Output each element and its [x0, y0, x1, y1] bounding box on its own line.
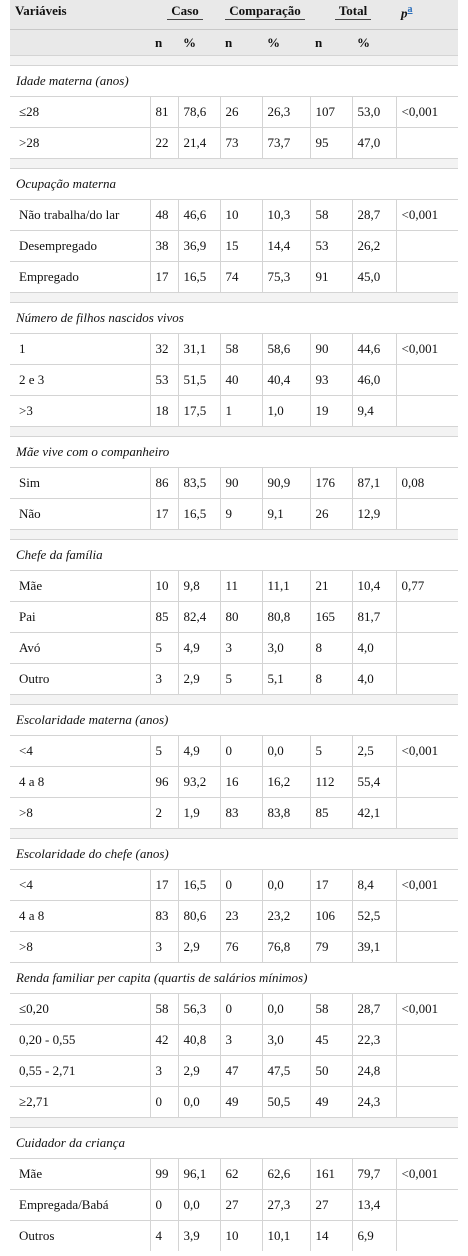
table-cell: 10	[220, 200, 262, 231]
table-cell: 8	[310, 664, 352, 695]
table-row	[10, 396, 458, 427]
table-cell: 106	[310, 901, 352, 932]
table-cell: 16,2	[262, 767, 310, 798]
table-cell: 18	[150, 396, 178, 427]
table-row	[10, 1025, 458, 1056]
table-row	[10, 1190, 458, 1221]
table-cell: 78,6	[178, 97, 220, 128]
table-cell: 11,1	[262, 571, 310, 602]
table-cell	[396, 901, 458, 932]
table-cell: 2,9	[178, 664, 220, 695]
table-cell: 16,5	[178, 499, 220, 530]
section-title: Idade materna (anos)	[10, 66, 458, 97]
row-label: >28	[10, 128, 150, 159]
row-label: Mãe	[10, 1159, 150, 1190]
table-cell: 32	[150, 334, 178, 365]
table-row	[10, 633, 458, 664]
section-title: Número de filhos nascidos vivos	[10, 303, 458, 334]
table-cell: 76	[220, 932, 262, 963]
table-cell: 4,0	[352, 664, 396, 695]
table-cell: 96	[150, 767, 178, 798]
table-cell: 24,8	[352, 1056, 396, 1087]
table-cell: 90	[220, 468, 262, 499]
table-cell	[396, 1221, 458, 1252]
table-cell: 8	[310, 633, 352, 664]
table-cell: 9,4	[352, 396, 396, 427]
section-title-row	[10, 963, 458, 994]
table-row	[10, 231, 458, 262]
table-cell: 3,0	[262, 633, 310, 664]
table-cell	[396, 128, 458, 159]
header-blank	[10, 30, 150, 56]
table-cell: 74	[220, 262, 262, 293]
table-cell: 36,9	[178, 231, 220, 262]
table-cell: 3	[220, 1025, 262, 1056]
table-cell: 23	[220, 901, 262, 932]
table-cell: 0,0	[178, 1087, 220, 1118]
row-label: <4	[10, 736, 150, 767]
table-cell: 58	[220, 334, 262, 365]
table-row	[10, 1221, 458, 1252]
section-title: Ocupação materna	[10, 169, 458, 200]
section-title-row	[10, 169, 458, 200]
table-cell: 95	[310, 128, 352, 159]
table-cell: 0	[150, 1087, 178, 1118]
table-cell: 0	[150, 1190, 178, 1221]
table-cell: 47	[220, 1056, 262, 1087]
header-p: $p^a$	[396, 0, 458, 30]
table-header	[10, 0, 458, 56]
table-cell: 3	[150, 664, 178, 695]
table-cell: 31,1	[178, 334, 220, 365]
table-cell: 81,7	[352, 602, 396, 633]
row-label: 2 e 3	[10, 365, 150, 396]
table-cell: 3,9	[178, 1221, 220, 1252]
row-label: Mãe	[10, 571, 150, 602]
table-cell: 73,7	[262, 128, 310, 159]
table-cell	[396, 664, 458, 695]
header-variaveis: Variáveis	[10, 0, 150, 30]
table-body	[10, 56, 458, 1252]
section-separator	[10, 1118, 458, 1128]
table-cell: 28,7	[352, 200, 396, 231]
table-cell: 26,2	[352, 231, 396, 262]
data-table	[10, 0, 458, 1251]
table-cell: 39,1	[352, 932, 396, 963]
section-title: Mãe vive com o companheiro	[10, 437, 458, 468]
table-cell: 99	[150, 1159, 178, 1190]
section-title-row	[10, 540, 458, 571]
table-cell: 26	[310, 499, 352, 530]
table-row	[10, 932, 458, 963]
row-label: >3	[10, 396, 150, 427]
table-cell	[396, 798, 458, 829]
row-label: Empregada/Babá	[10, 1190, 150, 1221]
table-row	[10, 602, 458, 633]
table-cell: 50,5	[262, 1087, 310, 1118]
row-label: ≥2,71	[10, 1087, 150, 1118]
section-title: Cuidador da criança	[10, 1128, 458, 1159]
table-cell: 0,77	[396, 571, 458, 602]
table-cell	[396, 1190, 458, 1221]
table-cell: 80,6	[178, 901, 220, 932]
table-cell: 79,7	[352, 1159, 396, 1190]
row-label: Desempregado	[10, 231, 150, 262]
table-cell: 40,8	[178, 1025, 220, 1056]
table-cell	[396, 365, 458, 396]
row-label: ≤28	[10, 97, 150, 128]
table-cell: 0,0	[262, 994, 310, 1025]
row-label: Outro	[10, 664, 150, 695]
row-label: <4	[10, 870, 150, 901]
table-cell: 12,9	[352, 499, 396, 530]
table-cell: 16,5	[178, 870, 220, 901]
header-caso-pct: %	[178, 30, 220, 56]
table-cell: 83,5	[178, 468, 220, 499]
table-cell: 58	[150, 994, 178, 1025]
table-cell: 80	[220, 602, 262, 633]
table-cell: 9,8	[178, 571, 220, 602]
table-row	[10, 200, 458, 231]
table-row	[10, 571, 458, 602]
row-label: >8	[10, 798, 150, 829]
section-title-row	[10, 303, 458, 334]
section-separator	[10, 56, 458, 66]
table-cell: 17	[310, 870, 352, 901]
table-cell: 23,2	[262, 901, 310, 932]
table-cell	[396, 1087, 458, 1118]
table-cell	[396, 1025, 458, 1056]
table-cell: 3	[220, 633, 262, 664]
table-row	[10, 901, 458, 932]
table-cell: <0,001	[396, 97, 458, 128]
section-title-row	[10, 1128, 458, 1159]
table-cell	[396, 262, 458, 293]
table-cell: 165	[310, 602, 352, 633]
table-cell: 42,1	[352, 798, 396, 829]
section-separator	[10, 695, 458, 705]
table-cell: 52,5	[352, 901, 396, 932]
table-cell: 6,9	[352, 1221, 396, 1252]
table-row	[10, 994, 458, 1025]
table-cell: 83	[220, 798, 262, 829]
table-cell: 2,9	[178, 1056, 220, 1087]
table-row	[10, 97, 458, 128]
table-row	[10, 798, 458, 829]
table-cell: 47,0	[352, 128, 396, 159]
row-label: ≤0,20	[10, 994, 150, 1025]
table-cell: 58	[310, 994, 352, 1025]
section-title: Escolaridade materna (anos)	[10, 705, 458, 736]
table-cell: 14,4	[262, 231, 310, 262]
section-separator	[10, 293, 458, 303]
table-row	[10, 1159, 458, 1190]
header-p-blank	[396, 30, 458, 56]
table-row	[10, 365, 458, 396]
table-cell: 5	[150, 736, 178, 767]
table-cell: <0,001	[396, 994, 458, 1025]
table-cell: 0,0	[262, 870, 310, 901]
table-cell: 22,3	[352, 1025, 396, 1056]
row-label: 4 a 8	[10, 767, 150, 798]
table-cell: 58,6	[262, 334, 310, 365]
header-comparacao-n: n	[220, 30, 262, 56]
header-total-n: n	[310, 30, 352, 56]
section-separator	[10, 427, 458, 437]
table-cell: 21,4	[178, 128, 220, 159]
table-cell: 58	[310, 200, 352, 231]
table-cell: 40,4	[262, 365, 310, 396]
section-title: Chefe da família	[10, 540, 458, 571]
table-cell: 161	[310, 1159, 352, 1190]
section-separator	[10, 159, 458, 169]
table-cell: 10,4	[352, 571, 396, 602]
table-cell: 76,8	[262, 932, 310, 963]
section-separator	[10, 829, 458, 839]
table-cell: 46,0	[352, 365, 396, 396]
table-cell: 79	[310, 932, 352, 963]
table-cell: 11	[220, 571, 262, 602]
table-cell: 10	[150, 571, 178, 602]
table-cell: 55,4	[352, 767, 396, 798]
table-cell: 91	[310, 262, 352, 293]
table-cell	[396, 499, 458, 530]
table-row	[10, 499, 458, 530]
table-cell: 5	[150, 633, 178, 664]
table-cell: 28,7	[352, 994, 396, 1025]
table-cell: 85	[150, 602, 178, 633]
table-cell: 19	[310, 396, 352, 427]
table-cell: 17	[150, 262, 178, 293]
table-cell: 73	[220, 128, 262, 159]
table-cell: 10	[220, 1221, 262, 1252]
table-cell: <0,001	[396, 334, 458, 365]
table-cell: 53,0	[352, 97, 396, 128]
section-title-row	[10, 66, 458, 97]
table-cell: 4,9	[178, 736, 220, 767]
table-cell: 14	[310, 1221, 352, 1252]
header-caso-n: n	[150, 30, 178, 56]
table-cell: 5	[310, 736, 352, 767]
table-cell: 5	[220, 664, 262, 695]
table-cell: 4	[150, 1221, 178, 1252]
table-cell: 62	[220, 1159, 262, 1190]
table-cell: 90	[310, 334, 352, 365]
table-row	[10, 1056, 458, 1087]
table-row	[10, 664, 458, 695]
table-cell: 27	[310, 1190, 352, 1221]
table-row	[10, 128, 458, 159]
table-cell: 0	[220, 870, 262, 901]
table-cell: 96,1	[178, 1159, 220, 1190]
table-cell: 0	[220, 736, 262, 767]
table-cell: 17	[150, 499, 178, 530]
table-cell: 62,6	[262, 1159, 310, 1190]
table-cell: 56,3	[178, 994, 220, 1025]
header-total: Total	[310, 0, 396, 30]
table-cell: 2	[150, 798, 178, 829]
table-cell: 83,8	[262, 798, 310, 829]
table-cell: 1	[220, 396, 262, 427]
table-cell: 0,0	[262, 736, 310, 767]
table-cell: 38	[150, 231, 178, 262]
table-cell	[396, 767, 458, 798]
table-cell: 3	[150, 932, 178, 963]
table-cell	[396, 1056, 458, 1087]
table-cell: 9,1	[262, 499, 310, 530]
section-title-row	[10, 705, 458, 736]
table-cell: 42	[150, 1025, 178, 1056]
row-label: Sim	[10, 468, 150, 499]
row-label: 1	[10, 334, 150, 365]
table-cell: 49	[310, 1087, 352, 1118]
section-title-row	[10, 437, 458, 468]
table-cell: 3,0	[262, 1025, 310, 1056]
table-cell: 75,3	[262, 262, 310, 293]
table-cell: 24,3	[352, 1087, 396, 1118]
row-label: 0,55 - 2,71	[10, 1056, 150, 1087]
table-cell: 0	[220, 994, 262, 1025]
table-cell: 51,5	[178, 365, 220, 396]
table-cell	[396, 602, 458, 633]
table-cell: 4,9	[178, 633, 220, 664]
table-cell: 26	[220, 97, 262, 128]
table-cell: 27	[220, 1190, 262, 1221]
header-caso: Caso	[150, 0, 220, 30]
table-cell: 22	[150, 128, 178, 159]
footnote-link[interactable]: a	[407, 4, 413, 15]
table-cell: 0,0	[178, 1190, 220, 1221]
table-cell: 93,2	[178, 767, 220, 798]
row-label: Não	[10, 499, 150, 530]
table-row	[10, 870, 458, 901]
table-cell: 48	[150, 200, 178, 231]
table-cell: 45	[310, 1025, 352, 1056]
table-cell: 4,0	[352, 633, 396, 664]
table-cell: 13,4	[352, 1190, 396, 1221]
header-comparacao-pct: %	[262, 30, 310, 56]
table-cell: 16	[220, 767, 262, 798]
table-cell: <0,001	[396, 200, 458, 231]
table-cell: 176	[310, 468, 352, 499]
table-cell: 17	[150, 870, 178, 901]
table-cell: 40	[220, 365, 262, 396]
header-comparacao: Comparação	[220, 0, 310, 30]
table-cell: 90,9	[262, 468, 310, 499]
section-title: Renda familiar per capita (quartis de salários mínimos)	[10, 963, 458, 994]
table-row	[10, 262, 458, 293]
row-label: Não trabalha/do lar	[10, 200, 150, 231]
table-cell: 45,0	[352, 262, 396, 293]
table-cell: 47,5	[262, 1056, 310, 1087]
table-cell: 1,0	[262, 396, 310, 427]
row-label: Pai	[10, 602, 150, 633]
table-row	[10, 334, 458, 365]
row-label: 0,20 - 0,55	[10, 1025, 150, 1056]
table-cell: 9	[220, 499, 262, 530]
table-cell: 10,1	[262, 1221, 310, 1252]
table-cell: 2,9	[178, 932, 220, 963]
table-cell: <0,001	[396, 870, 458, 901]
header-total-pct: %	[352, 30, 396, 56]
table-cell: 50	[310, 1056, 352, 1087]
table-cell: <0,001	[396, 736, 458, 767]
table-cell: 26,3	[262, 97, 310, 128]
table-cell: 82,4	[178, 602, 220, 633]
table-cell: 2,5	[352, 736, 396, 767]
table-cell: 0,08	[396, 468, 458, 499]
table-row	[10, 1087, 458, 1118]
table-cell: 3	[150, 1056, 178, 1087]
row-label: Empregado	[10, 262, 150, 293]
table-cell: 21	[310, 571, 352, 602]
table-cell	[396, 231, 458, 262]
table-cell: 83	[150, 901, 178, 932]
table-cell: 15	[220, 231, 262, 262]
section-separator	[10, 530, 458, 540]
section-title-row	[10, 839, 458, 870]
table-cell: 17,5	[178, 396, 220, 427]
table-cell: 49	[220, 1087, 262, 1118]
table-cell	[396, 396, 458, 427]
table-row	[10, 736, 458, 767]
table-row	[10, 468, 458, 499]
table-cell	[396, 932, 458, 963]
table-cell: 80,8	[262, 602, 310, 633]
row-label: >8	[10, 932, 150, 963]
table-cell: 112	[310, 767, 352, 798]
row-label: Avó	[10, 633, 150, 664]
table-row	[10, 767, 458, 798]
table-cell: 53	[310, 231, 352, 262]
table-cell: 53	[150, 365, 178, 396]
table-cell: 10,3	[262, 200, 310, 231]
row-label: 4 a 8	[10, 901, 150, 932]
table-cell: 87,1	[352, 468, 396, 499]
table-cell: 1,9	[178, 798, 220, 829]
table-cell: 93	[310, 365, 352, 396]
table-cell	[396, 633, 458, 664]
table-cell: 86	[150, 468, 178, 499]
table-cell: 27,3	[262, 1190, 310, 1221]
table-cell: 5,1	[262, 664, 310, 695]
section-title: Escolaridade do chefe (anos)	[10, 839, 458, 870]
table-cell: 8,4	[352, 870, 396, 901]
row-label: Outros	[10, 1221, 150, 1252]
table-cell: <0,001	[396, 1159, 458, 1190]
table-cell: 81	[150, 97, 178, 128]
table-cell: 46,6	[178, 200, 220, 231]
table-cell: 107	[310, 97, 352, 128]
table-cell: 16,5	[178, 262, 220, 293]
table-cell: 44,6	[352, 334, 396, 365]
table-cell: 85	[310, 798, 352, 829]
